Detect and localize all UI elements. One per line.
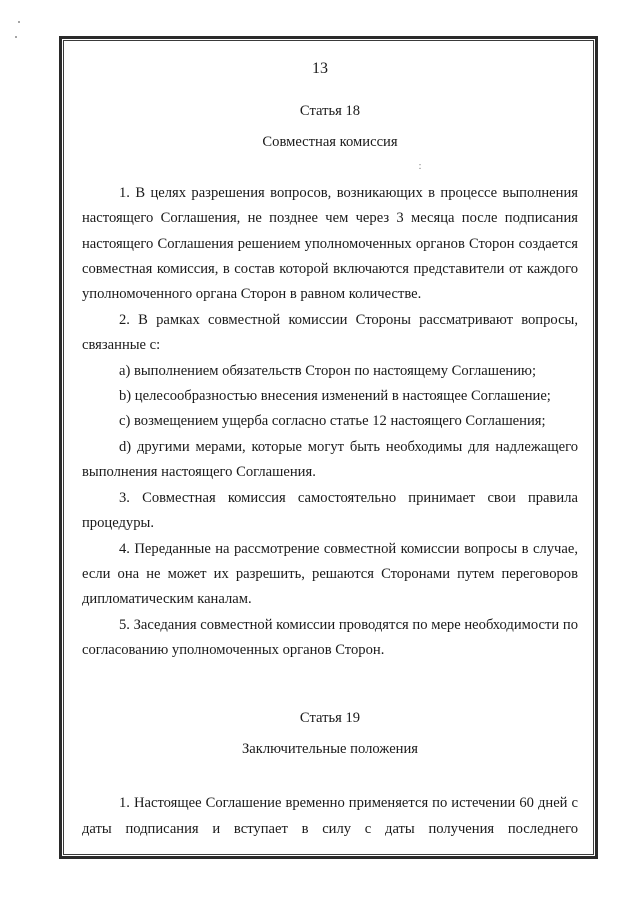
article-18-paragraph-1: 1. В целях разрешения вопросов, возникающих в процессе выполнения настоящего Соглашения, не позднее чем через 3 месяца после подписания настоящего Соглашения решением уполномоченных органов Сторон создается совместная комиссия, в состав которой включаются представители от каждого уполномоченного органа Сторон в равном количестве. xyxy=(82,184,578,303)
scan-speck xyxy=(18,21,20,23)
article-18-paragraph-3: 3. Совместная комиссия самостоятельно принимает свои правила процедуры. xyxy=(82,489,578,532)
section-gap xyxy=(82,664,578,706)
document-body xyxy=(82,99,578,842)
article-18-title: Совместная комиссия xyxy=(262,134,398,151)
article-19-title: Заключительные положения xyxy=(241,740,419,757)
section-gap xyxy=(82,762,578,791)
article-18-item-d: d) другими мерами, которые могут быть необходимы для надлежащего выполнения настоящего Соглашения. xyxy=(82,438,578,481)
article-18-item-a: a) выполнением обязательств Сторон по настоящему Соглашению; xyxy=(119,362,537,379)
article-18-number: Статья 18 xyxy=(299,103,361,119)
article-18-paragraph-2: 2. В рамках совместной комиссии Стороны рассматривают вопросы, связанные с: xyxy=(82,311,578,354)
article-19-number: Статья 19 xyxy=(299,709,361,726)
article-19-paragraph-1: 1. Настоящее Соглашение временно применяется по истечении 60 дней с даты подписания и вступает в силу с даты получения последнего xyxy=(82,795,578,837)
scan-speck xyxy=(15,36,17,38)
article-18-paragraph-4: 4. Переданные на рассмотрение совместной комиссии вопросы в случае, если она не может их разрешить, решаются Сторонами путем переговоров дипломатическим каналам. xyxy=(82,540,578,608)
article-18-item-c: c) возмещением ущерба согласно статье 12 настоящего Соглашения; xyxy=(119,413,546,430)
article-18-paragraph-5: 5. Заседания совместной комиссии проводятся по мере необходимости по согласованию уполномоченных органов Сторон. xyxy=(82,616,578,659)
page-number: 13 xyxy=(312,60,328,77)
scan-mark: : xyxy=(418,160,422,172)
article-18-item-b: b) целесообразностью внесения изменений в настоящее Соглашение; xyxy=(119,388,551,405)
